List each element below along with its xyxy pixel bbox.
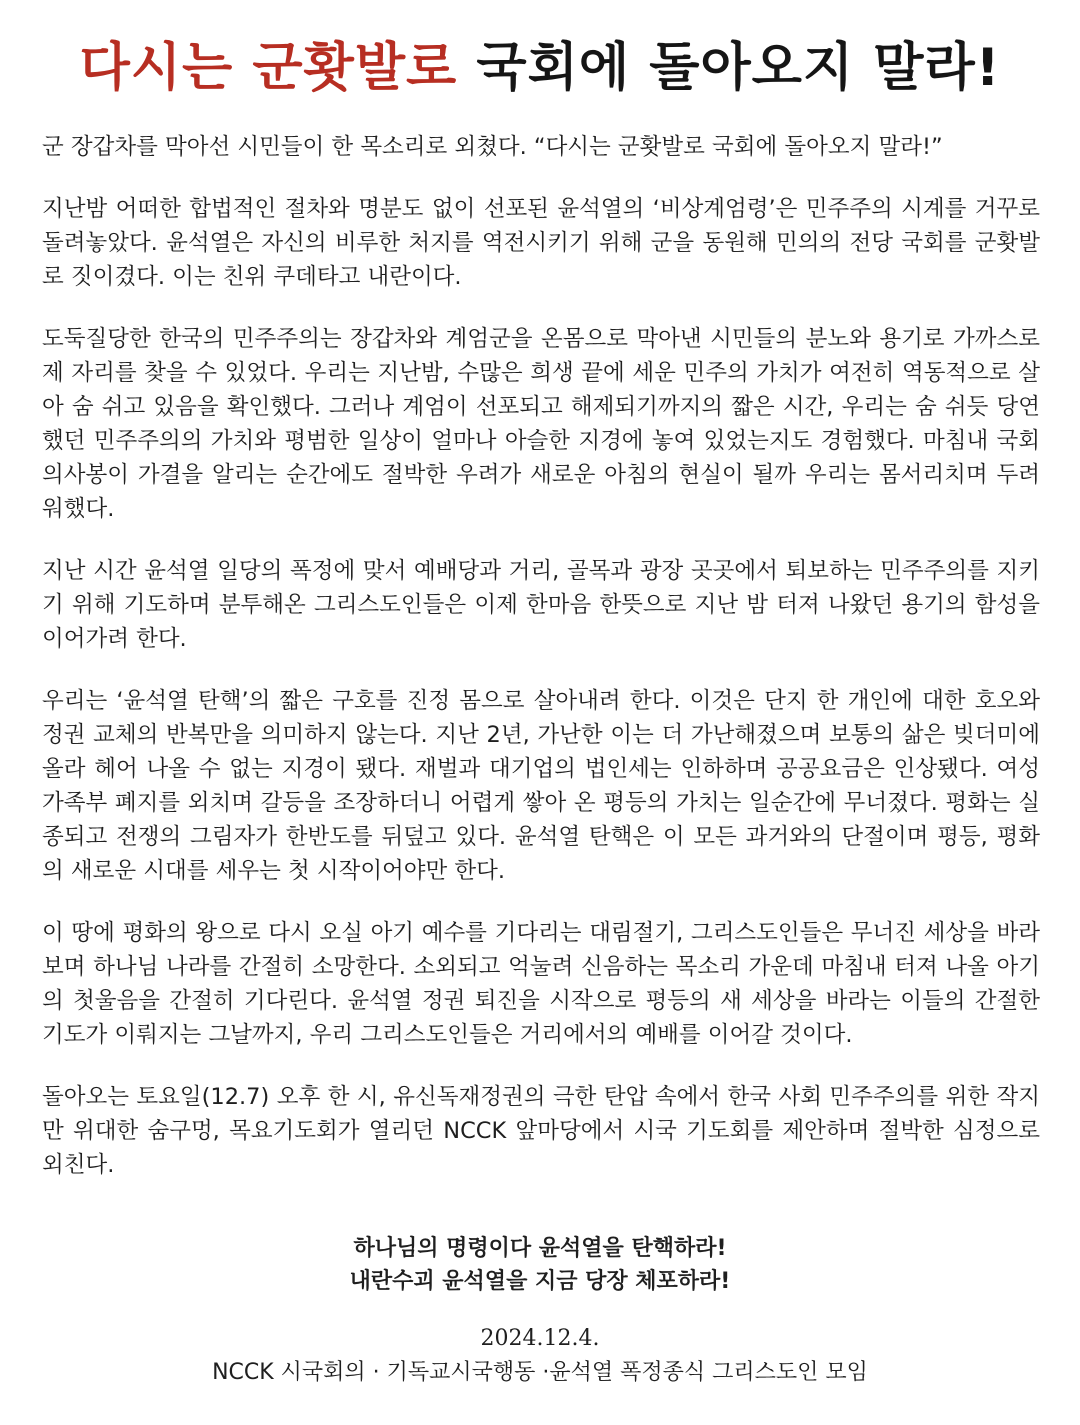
signature-block [0,1322,1080,1390]
statement-body [42,130,1040,1210]
slogan-arrest: 내란수괴 윤석열을 지금 당장 체포하라! [349,1269,731,1294]
slogan-impeach: 하나님의 명령이다 윤석열을 탄핵하라! [353,1236,727,1261]
statement-title [0,28,1080,108]
closing-slogans [0,1232,1080,1298]
paragraph-4: 지난 시간 윤석열 일당의 폭정에 맞서 예배당과 거리, 골목과 광장 곳곳에서 퇴보하는 민주주의를 지키기 위해 기도하며 분투해온 그리스도인들은 이제 한마음 한뜻으로 지난 밤 터져 나왔던 용기의 함성을 이어가려 한다. [42,558,1040,652]
paragraph-2: 지난밤 어떠한 합법적인 절차와 명분도 없이 선포된 윤석열의 ‘비상계엄령’은 민주주의 시계를 거꾸로 돌려놓았다. 윤석열은 자신의 비루한 처지를 역전시키기 위해 군을 동원해 민의의 전당 국회를 군홧발로 짓이겼다. 이는 친위 쿠데타고 내란이다. [42,196,1040,290]
paragraph-1: 군 장갑차를 막아선 시민들이 한 목소리로 외쳤다. “다시는 군홧발로 국회에 돌아오지 말라!” [42,134,943,160]
paragraph-5: 우리는 ‘윤석열 탄핵’의 짧은 구호를 진정 몸으로 살아내려 한다. 이것은 단지 한 개인에 대한 호오와 정권 교체의 반복만을 의미하지 않는다. 지난 2년, 가난한 이는 더 가난해졌으며 보통의 삶은 빚더미에 올라 헤어 나올 수 없는 지경이 됐다. 재벌과 대기업의 법인세는 인하하며 공공요금은 인상됐다. 여성가족부 폐지를 외치며 갈등을 조장하더니 어렵게 쌓아 온 평등의 가치는 일순간에 무너졌다. 평화는 실종되고 전쟁의 그림자가 한반도를 뒤덮고 있다. 윤석열 탄핵은 이 모든 과거와의 단절이며 평등, 평화의 새로운 시대를 세우는 첫 시작이어야만 한다. [42,688,1040,884]
paragraph-6: 이 땅에 평화의 왕으로 다시 오실 아기 예수를 기다리는 대림절기, 그리스도인들은 무너진 세상을 바라보며 하나님 나라를 간절히 소망한다. 소외되고 억눌려 신음하는 목소리 가운데 마침내 터져 나올 아기의 첫울음을 간절히 기다린다. 윤석열 정권 퇴진을 시작으로 평등의 새 세상을 바라는 이들의 간절한 기도가 이뤄지는 그날까지, 우리 그리스도인들은 거리에서의 예배를 이어갈 것이다. [42,920,1040,1048]
title-red-part: 다시는 군홧발로 [79,38,458,98]
paragraph-7: 돌아오는 토요일(12.7) 오후 한 시, 유신독재정권의 극한 탄압 속에서 한국 사회 민주주의를 위한 작지만 위대한 숨구멍, 목요기도회가 열리던 NCCK 앞마당에서 시국 기도회를 제안하며 절박한 심정으로 외친다. [42,1084,1040,1178]
title-black-part: 국회에 돌아오지 말라! [476,38,1001,98]
signing-organizations: NCCK 시국회의 · 기독교시국행동 ·윤석열 폭정종식 그리스도인 모임 [212,1360,868,1385]
paragraph-3: 도둑질당한 한국의 민주주의는 장갑차와 계엄군을 온몸으로 막아낸 시민들의 분노와 용기로 가까스로 제 자리를 찾을 수 있었다. 우리는 지난밤, 수많은 희생 끝에 세운 민주의 가치가 여전히 역동적으로 살아 숨 쉬고 있음을 확인했다. 그러나 계엄이 선포되고 해제되기까지의 짧은 시간, 우리는 숨 쉬듯 당연했던 민주주의의 가치와 평범한 일상이 얼마나 아슬한 지경에 놓여 있었는지도 경험했다. 마침내 국회 의사봉이 가결을 알리는 순간에도 절박한 우려가 새로운 아침의 현실이 될까 우리는 몸서리치며 두려워했다. [42,326,1040,522]
statement-date: 2024.12.4. [480,1326,600,1351]
